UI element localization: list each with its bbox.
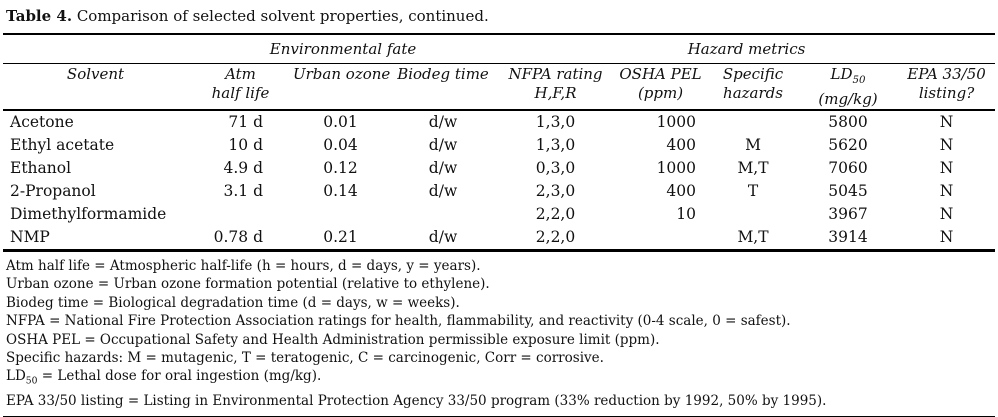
cell-epa-listing: N xyxy=(939,159,954,177)
spanner-hazard-metrics: Hazard metrics xyxy=(498,34,995,64)
table-row-acetone xyxy=(3,110,995,134)
cell-urban-ozone: 0.01 xyxy=(323,113,358,131)
table-row-ethyl-acetate xyxy=(3,134,995,157)
table-caption xyxy=(0,0,998,26)
col-header-nfpa-rating: NFPA rating H,F,R xyxy=(498,64,613,111)
footnote-atm-half-life: Atm half life = Atmospheric half-life (h = hours, d = days, y = years). xyxy=(6,258,481,274)
cell-epa-listing: N xyxy=(898,226,995,251)
col-header-epa-3350: EPA 33/50 listing? xyxy=(898,64,995,111)
cell-nfpa: 1,3,0 xyxy=(535,136,576,154)
footnote-biodeg-time: Biodeg time = Biological degradation time (d = days, w = weeks). xyxy=(6,294,460,311)
footnote-ld50: $LD_{50}$ = Lethal dose for oral ingestion (mg/kg). xyxy=(6,368,322,388)
col-header-solvent: Solvent xyxy=(3,64,188,111)
caption-text: Comparison of selected solvent properties, continued. xyxy=(72,7,489,25)
solvent-properties-table xyxy=(3,33,995,252)
cell-epa-listing: N xyxy=(939,182,954,200)
cell-specific-hazards: M,T xyxy=(708,226,798,251)
caption-label: Table 4. xyxy=(6,7,73,25)
cell-ld50: 5045 xyxy=(828,182,868,200)
spanner-row xyxy=(3,34,995,64)
cell-osha-pel xyxy=(613,226,708,251)
footnote-nfpa: NFPA = National Fire Protection Association ratings for health, flammability, and reactivity (0-4 scale, 0 = safest). xyxy=(6,313,791,330)
col-header-atm-half-life: Atm half life xyxy=(188,64,293,111)
col-header-osha-pel: OSHA PEL (ppm) xyxy=(613,64,708,111)
cell-urban-ozone: 0.12 xyxy=(323,159,358,177)
cell-biodeg-time: d/w xyxy=(428,136,458,154)
cell-specific-hazards xyxy=(708,203,798,226)
cell-osha-pel: 10 xyxy=(676,205,697,223)
cell-nfpa: 2,3,0 xyxy=(535,182,576,200)
col-header-specific-hazards: Specific hazards xyxy=(708,64,798,111)
cell-specific-hazards: M xyxy=(745,136,761,154)
cell-osha-pel: 1000 xyxy=(656,159,697,177)
col-header-urban-ozone: Urban ozone xyxy=(293,64,388,111)
cell-nfpa: 2,2,0 xyxy=(498,226,613,251)
cell-osha-pel: 1000 xyxy=(656,113,697,131)
cell-biodeg-time xyxy=(388,203,498,226)
cell-solvent: Dimethylformamide xyxy=(10,205,167,223)
cell-solvent: Ethyl acetate xyxy=(10,136,115,154)
footnote-osha-pel: OSHA PEL = Occupational Safety and Health Administration permissible exposure limit (ppm). xyxy=(6,331,660,348)
cell-atm-half-life: 10 d xyxy=(228,136,263,154)
cell-epa-listing: N xyxy=(939,113,954,131)
cell-epa-listing: N xyxy=(939,136,954,154)
cell-urban-ozone: 0.14 xyxy=(323,182,358,200)
cell-biodeg-time: d/w xyxy=(388,226,498,251)
cell-solvent: NMP xyxy=(3,226,188,251)
cell-atm-half-life: 3.1 d xyxy=(223,182,263,200)
cell-atm-half-life: 4.9 d xyxy=(223,159,263,177)
table-row-dimethylformamide xyxy=(3,203,995,226)
cell-ld50: 3914 xyxy=(798,226,898,251)
cell-ld50: 7060 xyxy=(828,159,868,177)
cell-urban-ozone: 0.21 xyxy=(293,226,388,251)
table-row-2-propanol xyxy=(3,180,995,203)
col-header-ld50: $LD_{50}$ (mg/kg) xyxy=(798,64,898,111)
cell-solvent: Acetone xyxy=(10,113,74,131)
cell-ld50: 5800 xyxy=(828,113,868,131)
cell-specific-hazards: M,T xyxy=(737,159,769,177)
cell-atm-half-life: 71 d xyxy=(228,113,263,131)
spanner-empty-cell xyxy=(3,34,188,64)
cell-ld50: 5620 xyxy=(828,136,868,154)
column-header-row xyxy=(3,64,995,111)
cell-specific-hazards xyxy=(708,110,798,134)
footnote-specific-hazards: Specific hazards: M = mutagenic, T = teratogenic, C = carcinogenic, Corr = corrosive. xyxy=(6,350,604,367)
table-row-nmp xyxy=(3,226,995,251)
cell-osha-pel: 400 xyxy=(666,136,697,154)
cell-urban-ozone xyxy=(293,203,388,226)
footnotes xyxy=(6,257,998,410)
spanner-environmental-fate: Environmental fate xyxy=(188,34,498,64)
table-row-ethanol xyxy=(3,157,995,180)
cell-solvent: Ethanol xyxy=(10,159,72,177)
cell-specific-hazards: T xyxy=(747,182,759,200)
cell-biodeg-time: d/w xyxy=(428,182,458,200)
cell-biodeg-time: d/w xyxy=(428,159,458,177)
cell-nfpa: 1,3,0 xyxy=(535,113,576,131)
footnote-urban-ozone: Urban ozone = Urban ozone formation potential (relative to ethylene). xyxy=(6,276,490,293)
col-header-biodeg-time: Biodeg time xyxy=(388,64,498,111)
cell-ld50: 3967 xyxy=(828,205,868,223)
cell-nfpa: 2,2,0 xyxy=(535,205,576,223)
cell-biodeg-time: d/w xyxy=(428,113,458,131)
cell-epa-listing: N xyxy=(939,205,954,223)
cell-nfpa: 0,3,0 xyxy=(535,159,576,177)
cell-atm-half-life xyxy=(188,203,293,226)
cell-atm-half-life: 0.78 d xyxy=(188,226,293,251)
cell-solvent: 2-Propanol xyxy=(10,182,96,200)
cell-osha-pel: 400 xyxy=(666,182,697,200)
footnote-epa-3350: EPA 33/50 listing = Listing in Environmental Protection Agency 33/50 program (33% reduction by 1992, 50% by 1995). xyxy=(6,392,827,409)
cell-urban-ozone: 0.04 xyxy=(323,136,358,154)
